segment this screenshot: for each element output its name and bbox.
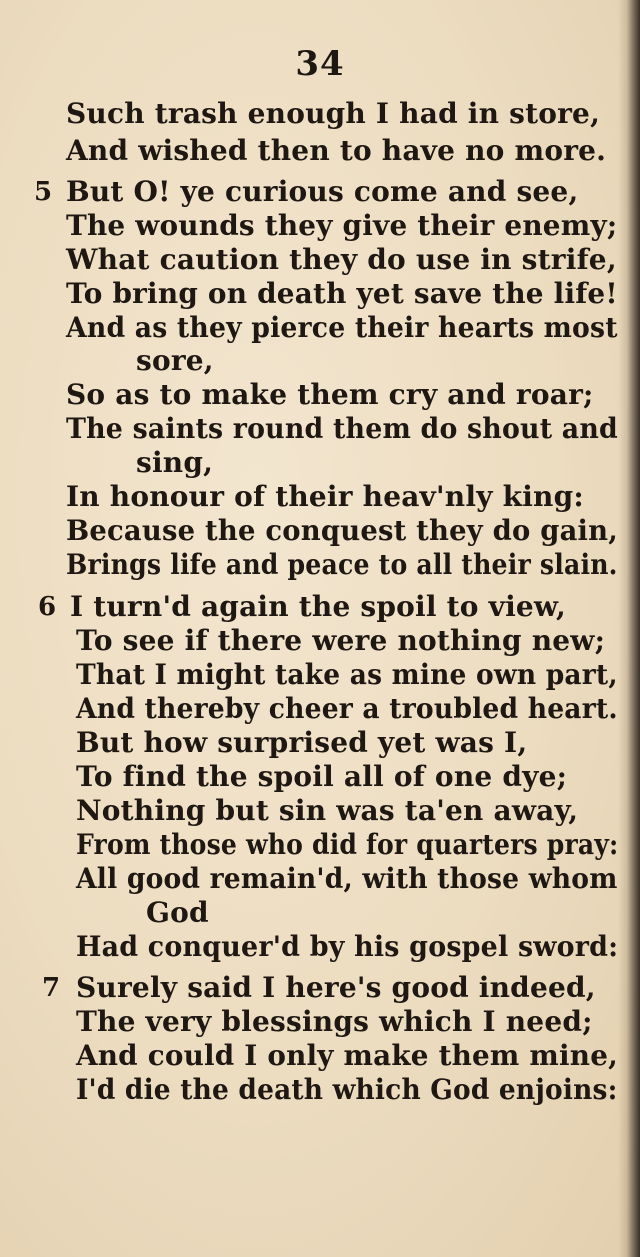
poem-line: And could I only make them mine,: [76, 1039, 618, 1072]
page-edge-shadow: [618, 0, 640, 1257]
poem-line: That I might take as mine own part,: [76, 658, 618, 691]
poem-line: To bring on death yet save the life!: [66, 277, 618, 310]
poem-line: And as they pierce their hearts most: [66, 311, 618, 344]
poem-line: And wished then to have no more.: [66, 134, 607, 167]
poem-line-continuation: God: [146, 896, 209, 929]
verse-number: 5: [34, 177, 53, 207]
poem-line: Brings life and peace to all their slain.: [66, 548, 618, 581]
poem-line: I'd die the death which God enjoins:: [76, 1073, 618, 1106]
poem-line: Nothing but sin was ta'en away,: [76, 794, 579, 827]
poem-line: Because the conquest they do gain,: [66, 514, 619, 547]
poem-line: Surely said I here's good indeed,: [76, 971, 596, 1004]
poem-line: To see if there were nothing new;: [76, 624, 606, 657]
verse-number: 6: [38, 592, 57, 622]
poem-line: From those who did for quarters pray:: [76, 828, 619, 861]
poem-line: The saints round them do shout and: [66, 412, 618, 445]
poem-line: I turn'd again the spoil to view,: [70, 590, 566, 623]
poem-line: Had conquer'd by his gospel sword:: [76, 930, 619, 963]
poem-line: In honour of their heav'nly king:: [66, 480, 584, 513]
poem-line: What caution they do use in strife,: [66, 243, 617, 276]
poem-line: To find the spoil all of one dye;: [76, 760, 568, 793]
verse-number: 7: [42, 973, 61, 1003]
poem-line: But how surprised yet was I,: [76, 726, 528, 759]
poem-line-continuation: sore,: [136, 344, 214, 377]
page-number: 34: [295, 44, 345, 84]
poem-line: So as to make them cry and roar;: [66, 378, 594, 411]
poem-line: But O! ye curious come and see,: [66, 175, 579, 208]
poem-line: The very blessings which I need;: [76, 1005, 593, 1038]
poem-line-continuation: sing,: [136, 446, 214, 479]
poem-line: All good remain'd, with those whom: [76, 862, 618, 895]
poem-line: The wounds they give their enemy;: [66, 209, 618, 242]
poem-line: And thereby cheer a troubled heart.: [76, 692, 618, 725]
poem-line: Such trash enough I had in store,: [66, 97, 601, 130]
